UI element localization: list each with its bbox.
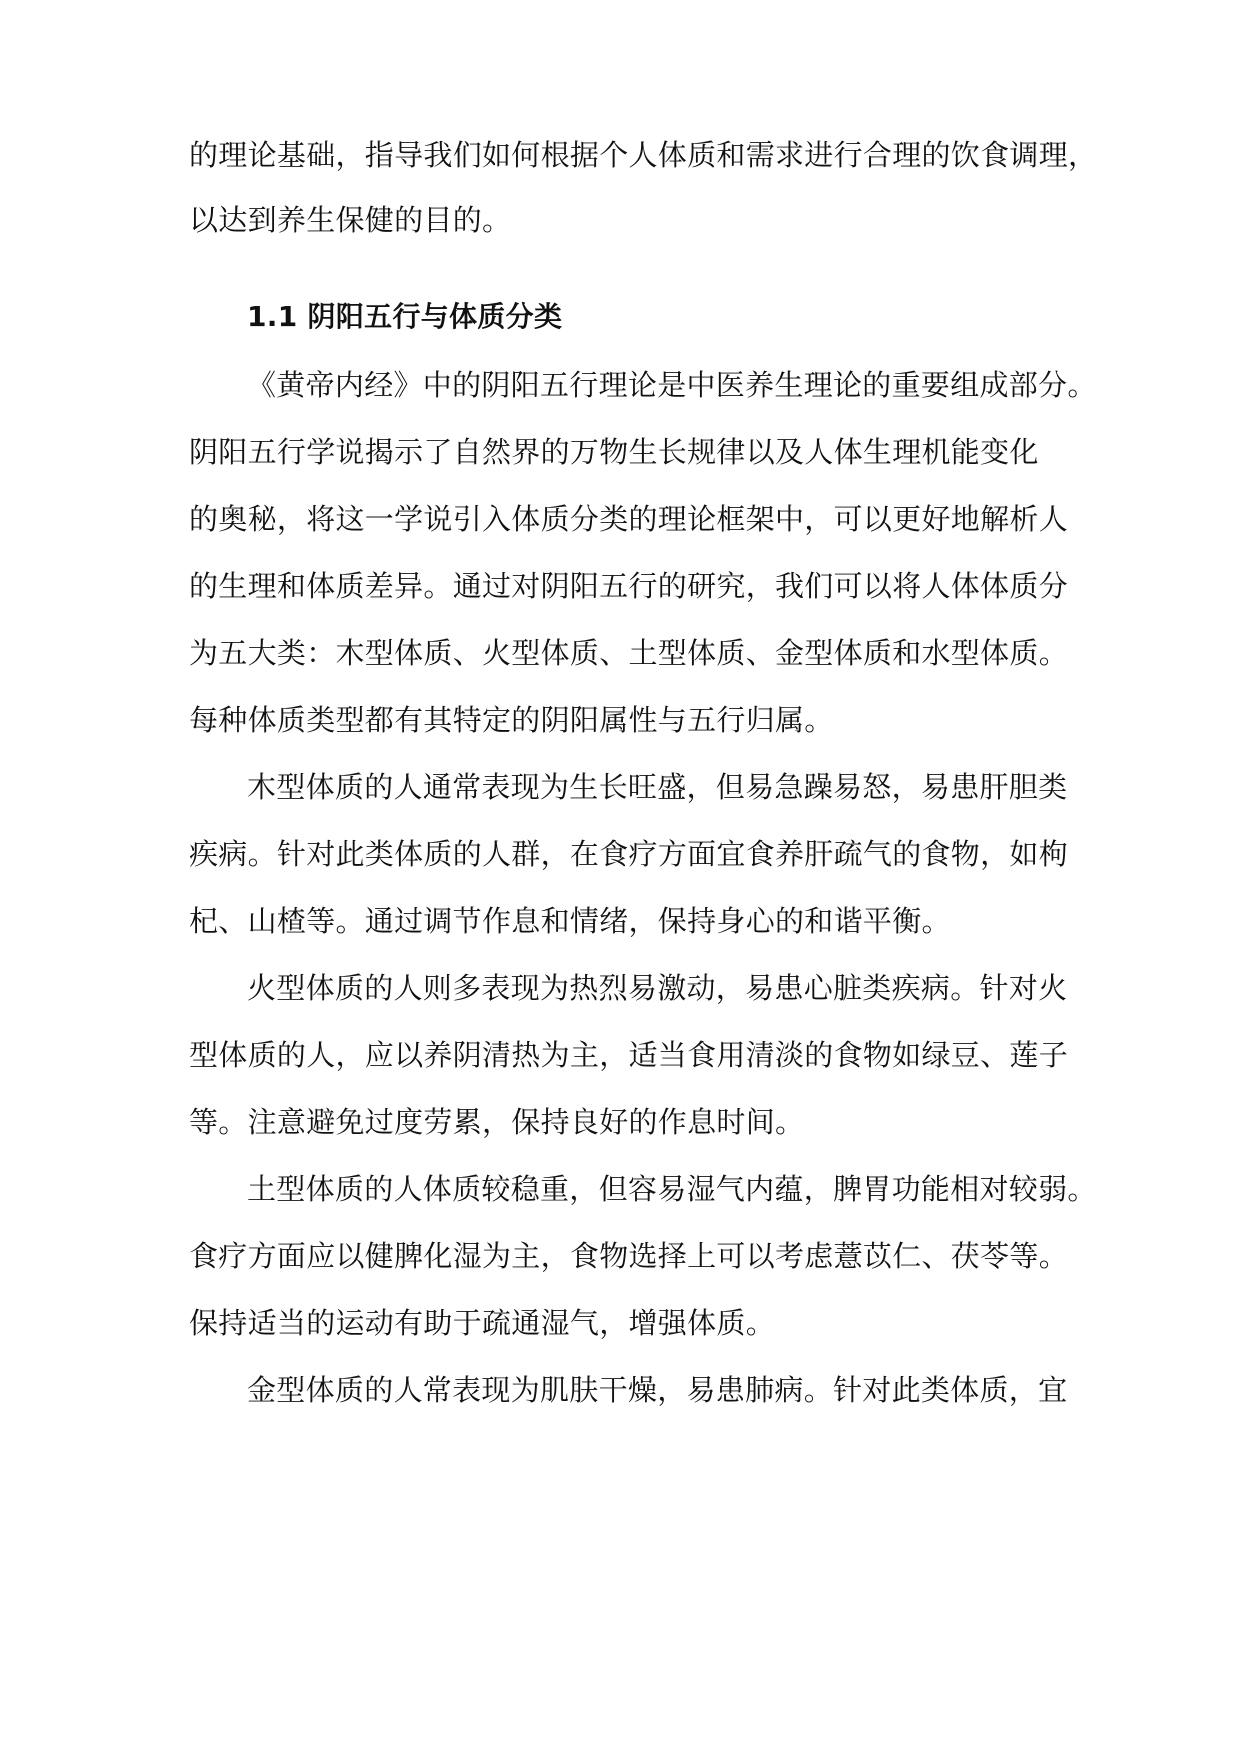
paragraph-wood-line: 疾病。针对此类体质的人群，在食疗方面宜食养肝疏气的食物，如枸 [189,837,1069,871]
paragraph-1-line: 每种体质类型都有其特定的阴阳属性与五行归属。 [189,703,834,737]
paragraph-fire-line: 等。注意避免过度劳累，保持良好的作息时间。 [189,1105,805,1139]
paragraph-1-line: 《黄帝内经》中的阴阳五行理论是中医养生理论的重要组成部分。 [247,368,1097,402]
intro-line-1: 的理论基础，指导我们如何根据个人体质和需求进行合理的饮食调理， [189,138,1098,172]
intro-line-2: 以达到养生保健的目的。 [189,203,512,237]
paragraph-wood-line: 杞、山楂等。通过调节作息和情绪，保持身心的和谐平衡。 [189,904,951,938]
paragraph-earth-line: 保持适当的运动有助于疏通湿气，增强体质。 [189,1306,776,1340]
paragraph-1-line: 为五大类：木型体质、火型体质、土型体质、金型体质和水型体质。 [189,636,1069,670]
paragraph-1-line: 阴阳五行学说揭示了自然界的万物生长规律以及人体生理机能变化 [189,435,1039,469]
paragraph-earth-line: 食疗方面应以健脾化湿为主，食物选择上可以考虑薏苡仁、茯苓等。 [189,1239,1069,1273]
paragraph-fire-line: 型体质的人，应以养阴清热为主，适当食用清淡的食物如绿豆、莲子 [189,1038,1069,1072]
paragraph-fire-line: 火型体质的人则多表现为热烈易激动，易患心脏类疾病。针对火 [247,971,1068,1005]
section-heading: 1.1 阴阳五行与体质分类 [247,300,563,333]
paragraph-wood-line: 木型体质的人通常表现为生长旺盛，但易急躁易怒，易患肝胆类 [247,770,1068,804]
paragraph-1-line: 的生理和体质差异。通过对阴阳五行的研究，我们可以将人体体质分 [189,569,1069,603]
paragraph-earth-line: 土型体质的人体质较稳重，但容易湿气内蕴，脾胃功能相对较弱。 [247,1172,1097,1206]
paragraph-metal-line: 金型体质的人常表现为肌肤干燥，易患肺病。针对此类体质，宜 [247,1373,1068,1407]
paragraph-1-line: 的奥秘，将这一学说引入体质分类的理论框架中，可以更好地解析人 [189,502,1069,536]
